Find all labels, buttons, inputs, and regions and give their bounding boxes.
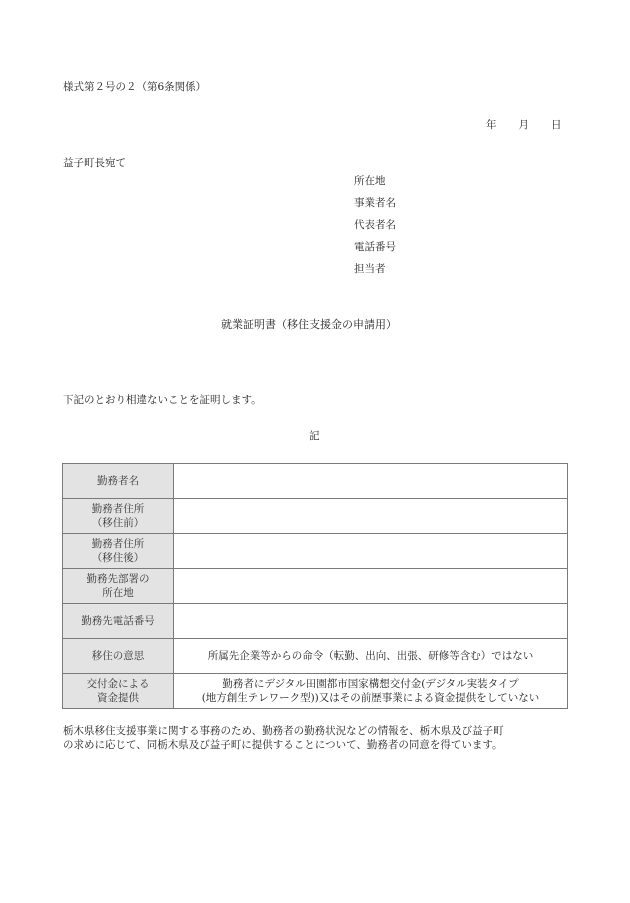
label-line: 資金提供 xyxy=(97,692,139,704)
date-year-label: 年 xyxy=(486,119,497,131)
applicant-representative-label: 代表者名 xyxy=(354,219,396,231)
date-month-label: 月 xyxy=(518,119,529,131)
applicant-phone-label: 電話番号 xyxy=(354,241,396,253)
worker-name-field[interactable] xyxy=(174,464,568,499)
row-label-grant-funding xyxy=(63,674,174,709)
addressee: 益子町長宛て xyxy=(63,157,126,169)
table-row xyxy=(63,569,568,604)
table-row xyxy=(63,639,568,674)
form-number: 様式第２号の２（第6条関係） xyxy=(63,81,207,93)
label-line: 勤務者住所 xyxy=(91,503,145,515)
certificate-table xyxy=(62,463,568,709)
document-title: 就業証明書（移住支援金の申請用） xyxy=(221,318,397,331)
date-day-label: 日 xyxy=(551,119,562,131)
row-label-relocation-intent xyxy=(63,639,174,674)
table-row xyxy=(63,604,568,639)
label-line: 勤務者名 xyxy=(97,475,139,487)
consent-line-2: の求めに応じて、同栃木県及び益子町に提供することについて、勤務者の同意を得ています。 xyxy=(63,739,503,751)
label-line: 交付金による xyxy=(86,678,150,690)
row-label-workplace-phone xyxy=(63,604,174,639)
label-line: 所在地 xyxy=(102,587,134,599)
row-label-address-before xyxy=(63,499,174,534)
department-location-field[interactable] xyxy=(174,569,568,604)
label-line: （移住前） xyxy=(91,517,145,529)
relocation-intent-value xyxy=(174,639,568,674)
label-line: 勤務者住所 xyxy=(91,538,145,550)
applicant-contact-person-label: 担当者 xyxy=(354,263,386,275)
table-row xyxy=(63,464,568,499)
applicant-business-name-label: 事業者名 xyxy=(354,197,396,209)
value-line: (地方創生テレワーク型))又はその前歴事業による資金提供をしていない xyxy=(201,692,540,704)
table-row xyxy=(63,499,568,534)
grant-funding-value xyxy=(174,674,568,709)
applicant-info-block xyxy=(354,174,396,284)
consent-statement xyxy=(63,724,573,752)
address-after-field[interactable] xyxy=(174,534,568,569)
address-before-field[interactable] xyxy=(174,499,568,534)
value-line: 所属先企業等からの命令（転勤、出向、出張、研修等含む）ではない xyxy=(207,650,534,662)
certification-statement: 下記のとおり相違ないことを証明します。 xyxy=(63,394,262,406)
table-row xyxy=(63,534,568,569)
table-row xyxy=(63,674,568,709)
label-line: 移住の意思 xyxy=(91,650,145,662)
applicant-address-label: 所在地 xyxy=(354,175,386,187)
value-line: 勤務者にデジタル田園都市国家構想交付金(デジタル実装タイプ xyxy=(222,678,519,690)
row-label-department-location xyxy=(63,569,174,604)
ki-heading: 記 xyxy=(309,430,320,442)
label-line: 勤務先電話番号 xyxy=(81,615,155,627)
label-line: （移住後） xyxy=(91,552,145,564)
workplace-phone-field[interactable] xyxy=(174,604,568,639)
row-label-address-after xyxy=(63,534,174,569)
consent-line-1: 栃木県移住支援事業に関する事務のため、勤務者の勤務状況などの情報を、栃木県及び益子町 xyxy=(63,725,504,737)
label-line: 勤務先部署の xyxy=(86,573,150,585)
date-line xyxy=(472,118,562,132)
row-label-worker-name xyxy=(63,464,174,499)
